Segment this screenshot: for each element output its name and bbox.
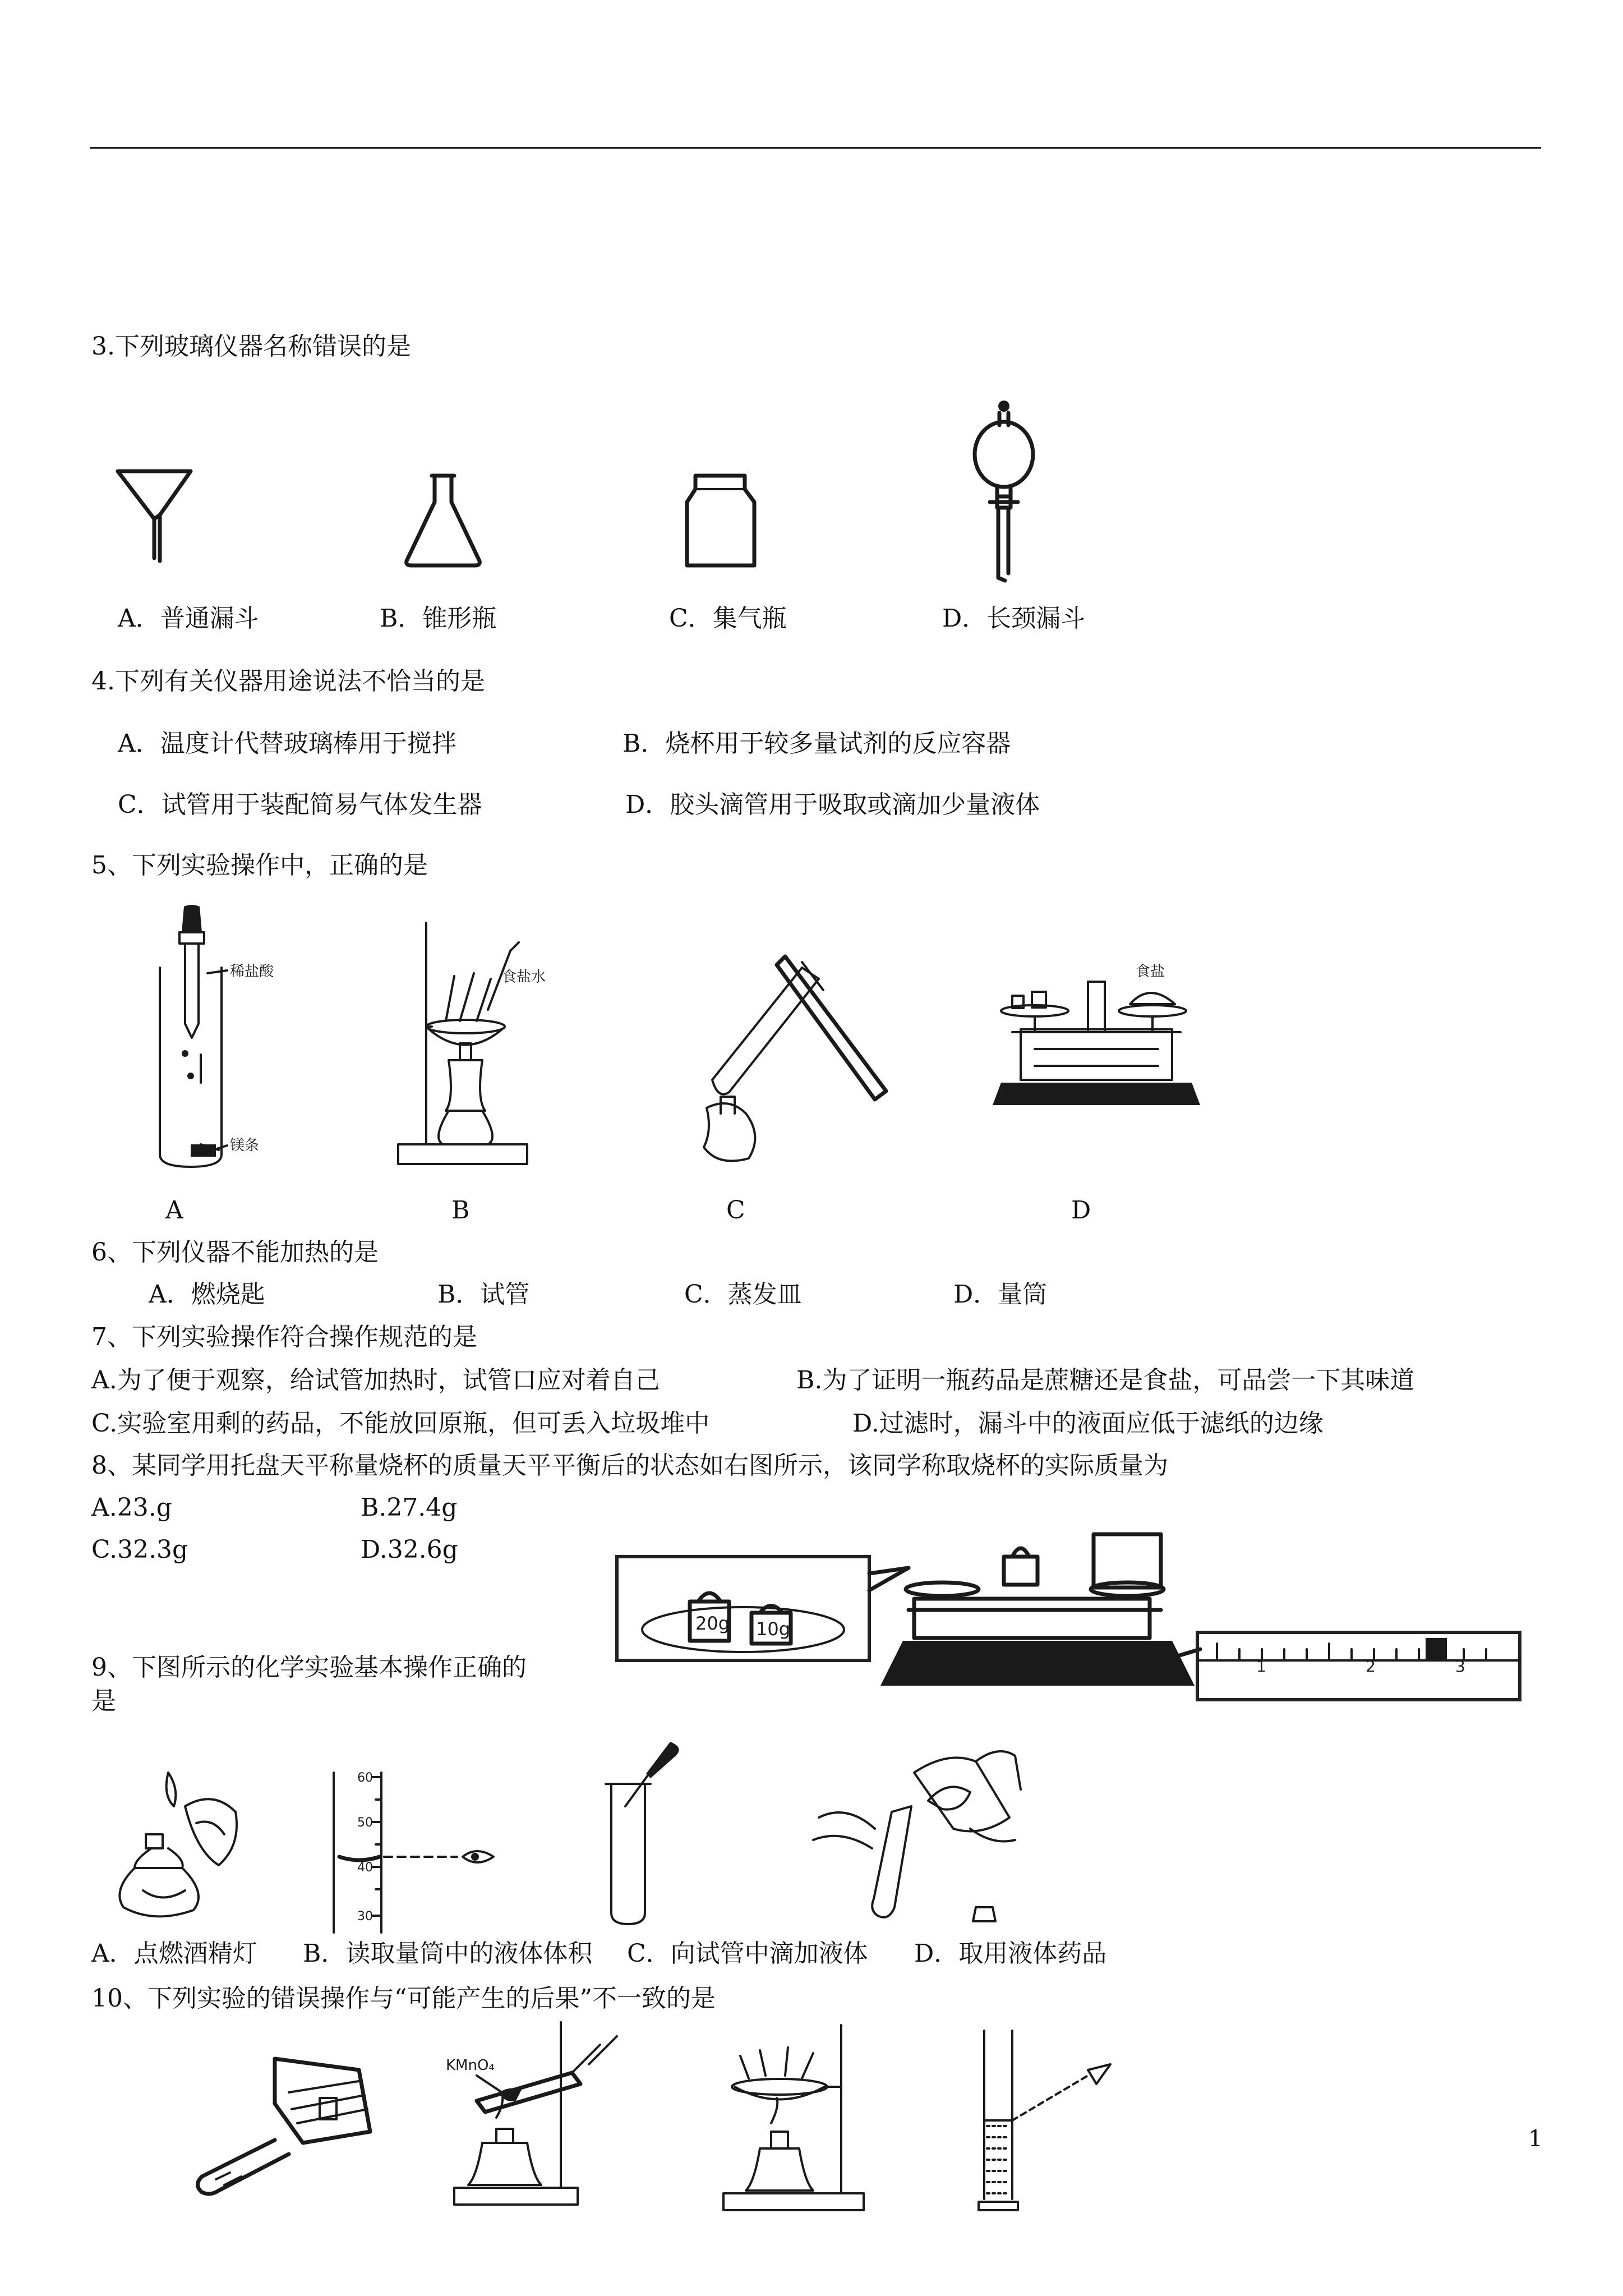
q9-scale-60: 60 (357, 1771, 373, 1785)
q5-figure-b-evaporation (393, 920, 572, 1172)
q5-figure-a-test-tube (151, 903, 292, 1172)
q3-option-b: B．锥形瓶 (380, 604, 497, 633)
q5-a-acid-text: 稀盐酸 (230, 963, 274, 980)
q9-stem-line2: 是 (91, 1687, 116, 1715)
q7-option-c: C.实验室用剩的药品，不能放回原瓶，但可丢入垃圾堆中 (91, 1409, 710, 1438)
q8-weight-20g: 20g (695, 1613, 730, 1634)
q5-b-salt-water-text: 食盐水 (502, 969, 546, 986)
q5-label-c: C (726, 1196, 745, 1225)
q8-ruler-label-2: 2 (1366, 1657, 1376, 1676)
q3-conical-flask-figure (401, 471, 485, 569)
header-rule (90, 147, 1541, 149)
q8-option-c: C.32.3g (91, 1535, 188, 1564)
q10-stem: 10、下列实验的错误操作与“可能产生的后果”不一致的是 (91, 1984, 716, 2013)
q6-option-b: B．试管 (437, 1280, 530, 1309)
q9-figure-c-dropper (594, 1739, 690, 1930)
q8-option-d: D.32.6g (361, 1535, 458, 1564)
q9-figure-d-pouring (808, 1739, 1032, 1935)
q9-option-b: B．读取量筒中的液体体积 (303, 1939, 593, 1968)
q8-ruler-label-1: 1 (1256, 1657, 1266, 1676)
q6-option-a: A．燃烧匙 (149, 1280, 265, 1309)
q4-option-a: A．温度计代替玻璃棒用于搅拌 (118, 729, 457, 758)
q6-stem: 6、下列仪器不能加热的是 (91, 1238, 379, 1267)
q4-stem: 4.下列有关仪器用途说法不恰当的是 (91, 667, 485, 696)
q9-figure-b-measuring-cylinder (328, 1767, 519, 1935)
q3-option-d: D．长颈漏斗 (942, 604, 1086, 633)
q8-stem: 8、某同学用托盘天平称量烧杯的质量天平平衡后的状态如右图所示，该同学称取烧杯的实际质量为 (91, 1451, 1168, 1480)
q9-option-c: C．向试管中滴加液体 (627, 1939, 868, 1968)
q7-stem: 7、下列实验操作符合操作规范的是 (91, 1323, 477, 1351)
q5-figure-d-balance (990, 965, 1203, 1133)
q4-option-d: D．胶头滴管用于吸取或滴加少量液体 (625, 790, 1040, 819)
page-number: 1 (1528, 2126, 1543, 2152)
q9-option-a: A．点燃酒精灯 (91, 1939, 257, 1968)
q10-figure-4-reading-cylinder (976, 2025, 1116, 2216)
q10-figure-1-adding-solid (191, 2042, 381, 2199)
q5-label-a: A (165, 1196, 183, 1225)
q10-figure-2-kmno4-heating (443, 2019, 628, 2210)
q8-option-b: B.27.4g (361, 1493, 458, 1522)
q8-weight-10g: 10g (756, 1618, 791, 1640)
q5-d-salt-text: 食盐 (1136, 963, 1165, 980)
q6-option-c: C．蒸发皿 (684, 1280, 802, 1309)
q7-option-d: D.过滤时，漏斗中的液面应低于滤纸的边缘 (852, 1409, 1324, 1438)
q4-option-c: C．试管用于装配简易气体发生器 (118, 790, 482, 819)
q9-scale-40: 40 (357, 1861, 373, 1875)
q4-option-b: B．烧杯用于较多量试剂的反应容器 (623, 729, 1011, 758)
q9-option-d: D．取用液体药品 (914, 1939, 1107, 1968)
q5-figure-c-heating-tube (673, 945, 897, 1170)
q3-separatory-funnel-figure (965, 398, 1043, 583)
q6-option-d: D．量筒 (953, 1280, 1048, 1309)
q9-scale-30: 30 (357, 1910, 373, 1924)
q9-stem-line1: 9、下图所示的化学实验基本操作正确的 (91, 1653, 527, 1682)
q3-stem: 3.下列玻璃仪器名称错误的是 (91, 332, 411, 361)
q8-ruler-label-3: 3 (1455, 1657, 1465, 1676)
q10-kmno4-text: KMnO₄ (446, 2057, 495, 2074)
q5-stem: 5、下列实验操作中，正确的是 (91, 851, 428, 880)
q3-option-a: A．普通漏斗 (118, 604, 259, 633)
q10-figure-3-evaporating (718, 2022, 886, 2213)
q3-gas-jar-figure (679, 471, 763, 572)
q7-option-b: B.为了证明一瓶药品是蔗糖还是食盐，可品尝一下其味道 (796, 1366, 1415, 1395)
q5-label-b: B (451, 1196, 470, 1225)
q9-figure-a-lighting-lamp (101, 1767, 252, 1921)
q3-funnel-figure (112, 466, 196, 567)
q7-option-a: A.为了便于观察，给试管加热时，试管口应对着自己 (91, 1366, 660, 1395)
q5-a-mg-text: 镁条 (230, 1137, 260, 1154)
q3-option-c: C．集气瓶 (669, 604, 787, 633)
q9-scale-50: 50 (357, 1816, 373, 1830)
q5-label-d: D (1071, 1196, 1091, 1225)
q8-option-a: A.23.g (91, 1493, 172, 1522)
q8-balance-figure (611, 1523, 1525, 1725)
